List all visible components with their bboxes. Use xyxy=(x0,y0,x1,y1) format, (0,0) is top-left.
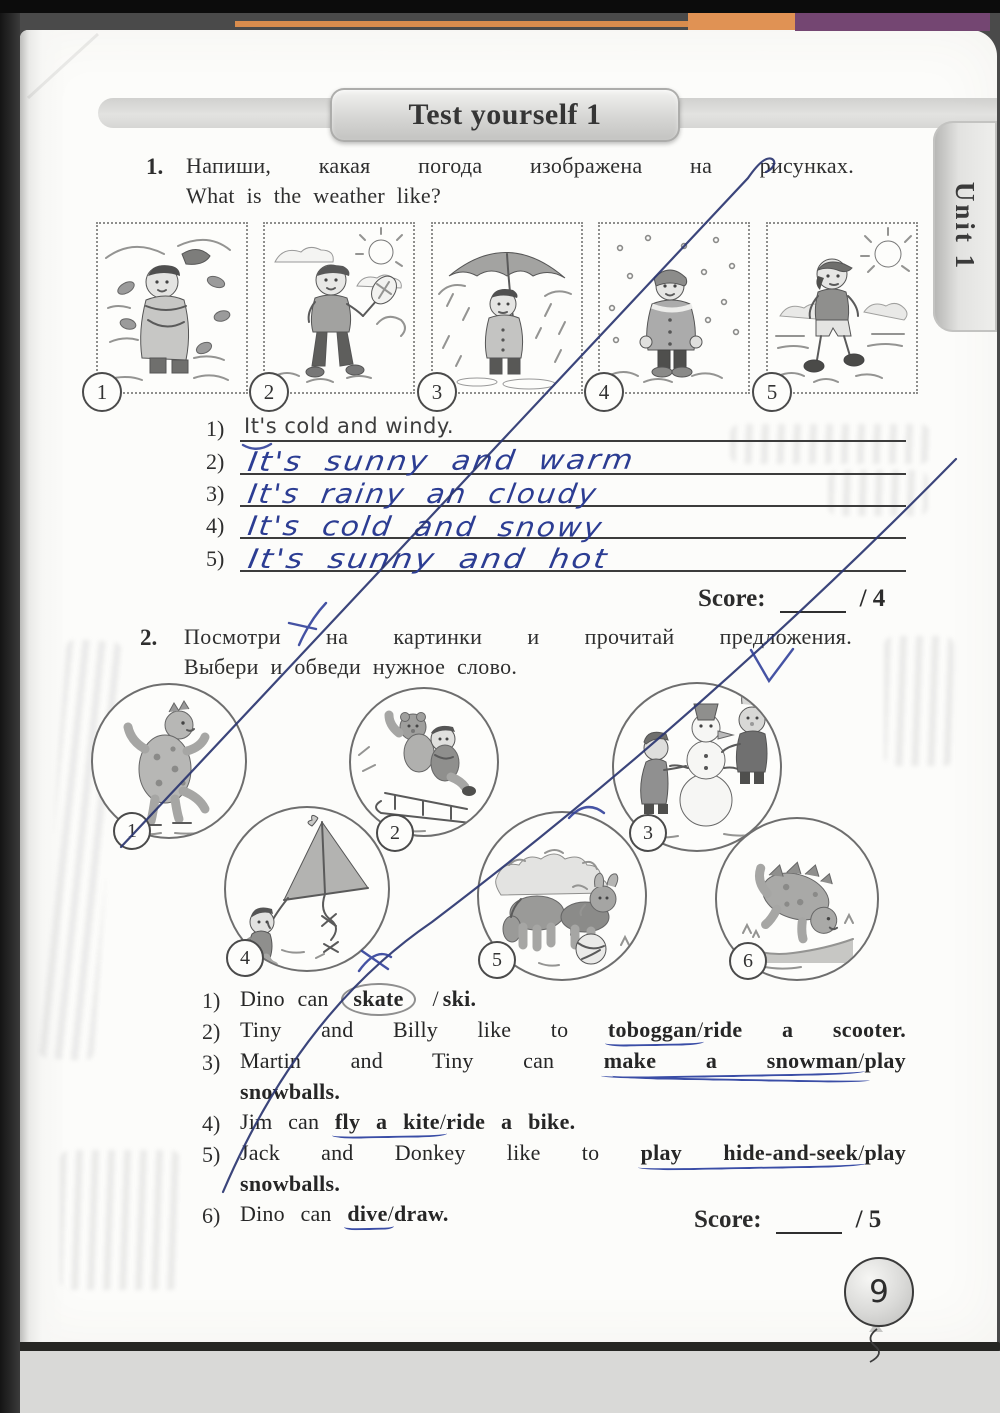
sentence-2-number: 2) xyxy=(202,1019,221,1044)
circled-word-skate: skate xyxy=(341,983,415,1016)
cover-edge-orange-thin xyxy=(235,21,695,27)
ink-bleed-smudge xyxy=(60,1150,180,1290)
sunny-tennis-illustration xyxy=(265,224,413,392)
answer-5-number: 5) xyxy=(206,546,225,571)
underlined-word-dive: dive xyxy=(347,1201,388,1226)
answer-row-2 xyxy=(206,442,906,478)
answer-row-4 xyxy=(206,507,906,544)
scan-background-bottom xyxy=(0,1351,1000,1413)
circle-6-number: 6 xyxy=(729,942,767,980)
picture-3-number: 3 xyxy=(417,372,457,412)
weather-picture-5 xyxy=(766,222,918,394)
ink-bleed-smudge xyxy=(884,636,954,766)
writing-line xyxy=(240,537,906,575)
handwritten-answer-4: It's cold and snowy xyxy=(245,511,606,544)
sentence-5: Jack and Donkey like to play hide-and-seek/play xyxy=(240,1140,907,1165)
underlined-words-fly-a-kite: fly a kite xyxy=(334,1109,440,1134)
score-blank-line xyxy=(776,1212,842,1234)
handwritten-answer-2: It's sunny and warm xyxy=(245,444,638,478)
page-bottom-edge xyxy=(14,1342,1000,1351)
hot-sunny-illustration xyxy=(768,224,916,392)
underlined-word-toboggan: toboggan xyxy=(607,1017,698,1042)
page-number-balloon xyxy=(844,1257,914,1327)
sentence-1-number: 1) xyxy=(202,988,221,1013)
picture-1-number: 1 xyxy=(82,372,122,412)
page-number: 9 xyxy=(869,1274,889,1310)
sentence-3-wrap: snowballs. xyxy=(240,1079,341,1104)
weather-picture-1 xyxy=(96,222,248,394)
picture-4-number: 4 xyxy=(584,372,624,412)
sentence-5-number: 5) xyxy=(202,1142,221,1167)
sentence-4: Jim can fly a kite/ride a bike. xyxy=(240,1109,576,1134)
task2-instruction-line2: Выбери и обведи нужное слово. xyxy=(184,654,518,679)
answer-2-number: 2) xyxy=(206,449,225,474)
scan-left-edge xyxy=(0,13,20,1413)
rainy-umbrella-illustration xyxy=(433,224,581,392)
circle-5-number: 5 xyxy=(478,941,516,979)
weather-picture-3 xyxy=(431,222,583,394)
writing-line xyxy=(240,440,906,478)
answer-1-number: 1) xyxy=(206,416,225,441)
sentence-1: Dino can skate / ski. xyxy=(240,986,908,1012)
sentence-3-number: 3) xyxy=(202,1050,221,1075)
writing-line xyxy=(240,408,906,442)
snowy-illustration xyxy=(600,224,748,392)
weather-picture-2 xyxy=(263,222,415,394)
toboggan-illustration xyxy=(351,689,497,835)
sentence-6-number: 6) xyxy=(202,1203,221,1228)
underlined-words-make-a-snowman: make a snowman xyxy=(603,1048,859,1073)
score-max: / 5 xyxy=(855,1206,882,1233)
circle-1-number: 1 xyxy=(113,812,151,850)
cover-edge-orange xyxy=(688,13,800,30)
scan-top-edge xyxy=(0,0,1000,13)
task1-number: 1. xyxy=(146,154,164,179)
test-yourself-title xyxy=(330,88,680,142)
task1-score xyxy=(698,585,885,613)
score-label: Score: xyxy=(698,585,766,612)
answer-4-number: 4) xyxy=(206,513,225,538)
page-binding-shadow xyxy=(20,30,66,1342)
score-label: Score: xyxy=(694,1206,762,1233)
windy-weather-illustration xyxy=(98,224,246,392)
printed-answer-1: It's cold and windy. xyxy=(244,414,454,438)
task2-instruction-line1: Посмотри на картинки и прочитай предложения. xyxy=(184,624,852,649)
task2-score xyxy=(694,1206,881,1234)
page-title: Test yourself 1 xyxy=(408,98,602,131)
handwritten-answer-3: It's rainy an cloudy xyxy=(245,479,601,510)
score-blank-line xyxy=(780,591,846,613)
sentence-3: Martin and Tiny can make a snowman/play xyxy=(240,1048,906,1073)
answer-row-1 xyxy=(206,410,906,442)
sentence-4-number: 4) xyxy=(202,1111,221,1136)
writing-line xyxy=(240,505,906,544)
sentence-2: Tiny and Billy like to toboggan/ride a scooter. xyxy=(240,1017,906,1042)
score-max: / 4 xyxy=(859,585,886,612)
answer-3-number: 3) xyxy=(206,481,225,506)
circle-2-number: 2 xyxy=(376,814,414,852)
underlined-words-play-hide-and-seek: play hide-and-seek xyxy=(640,1140,859,1165)
dino-skating-illustration xyxy=(93,685,245,837)
weather-picture-4 xyxy=(598,222,750,394)
answer-row-3 xyxy=(206,475,906,510)
sentence-5-wrap: snowballs. xyxy=(240,1171,341,1196)
picture-5-number: 5 xyxy=(752,372,792,412)
circle-3-number: 3 xyxy=(629,814,667,852)
handwritten-answer-5: It's sunny and hot xyxy=(245,544,612,575)
answer-row-5 xyxy=(206,539,906,575)
cover-edge-purple xyxy=(795,12,990,31)
picture-2-number: 2 xyxy=(249,372,289,412)
task2-number: 2. xyxy=(140,625,158,650)
unit-tab xyxy=(933,121,997,332)
task1-instruction-ru: Напиши, какая погода изображена на рисунках. xyxy=(186,153,854,178)
task1-instruction-en: What is the weather like? xyxy=(186,183,442,208)
writing-line xyxy=(240,473,906,510)
circle-4-number: 4 xyxy=(226,939,264,977)
unit-tab-label: Unit 1 xyxy=(950,181,981,272)
picture-circle-2 xyxy=(349,687,499,837)
picture-circle-1 xyxy=(91,683,247,839)
sentence-6: Dino can dive/draw. xyxy=(240,1201,449,1226)
